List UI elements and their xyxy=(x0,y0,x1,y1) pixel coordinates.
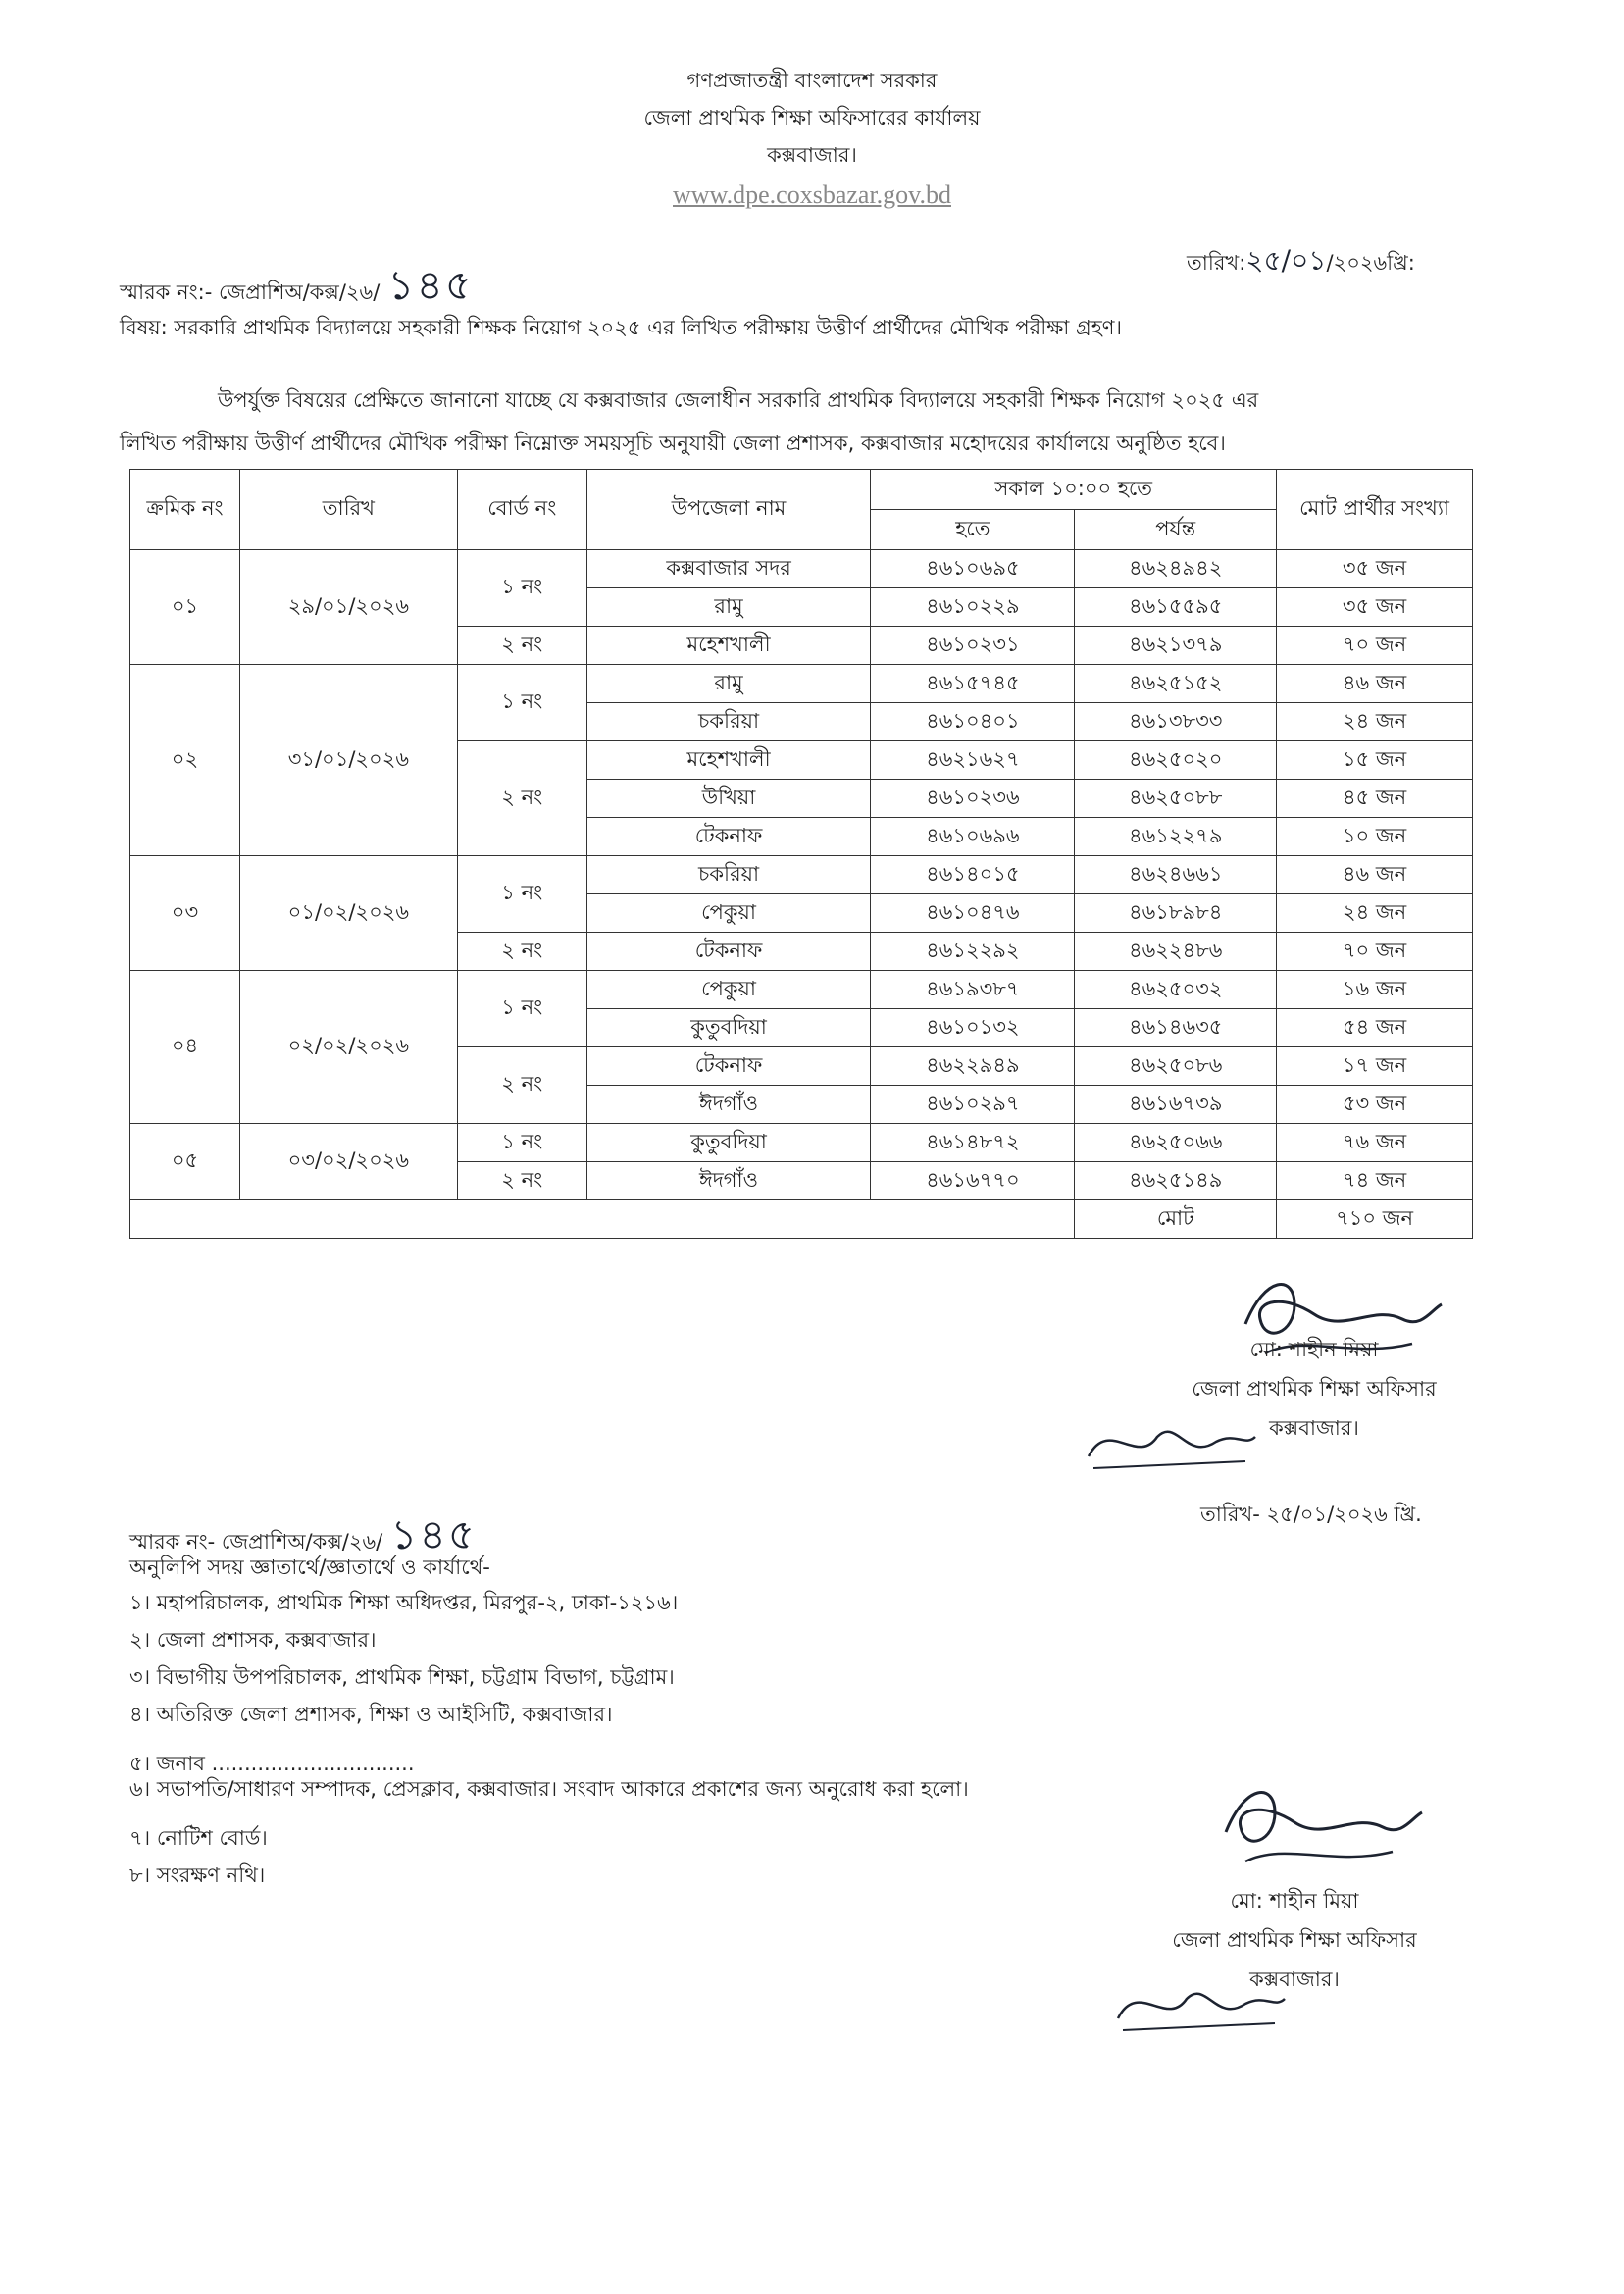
upazila-cell: রামু xyxy=(586,588,871,627)
date-suffix: /২০২৬খ্রি: xyxy=(1326,251,1415,275)
to-cell: ৪৬১৮৯৮৪ xyxy=(1075,894,1277,933)
copy-memo-label: স্মারক নং- জেপ্রাশিঅ/কক্স/২৬/ xyxy=(129,1530,383,1554)
to-cell: ৪৬২৪৯৪২ xyxy=(1075,550,1277,588)
table-row xyxy=(130,856,1473,894)
count-cell: ৪৬ জন xyxy=(1277,665,1473,703)
count-cell: ৩৫ জন xyxy=(1277,550,1473,588)
copy-item-3: ৩। বিভাগীয় উপপরিচালক, প্রাথমিক শিক্ষা, চট্টগ্রাম বিভাগ, চট্টগ্রাম। xyxy=(129,1665,675,1689)
from-cell: ৪৬১২২৯২ xyxy=(871,933,1075,971)
upazila-cell: কক্সবাজার সদর xyxy=(586,550,871,588)
copy-item-7: ৭। নোটিশ বোর্ড। xyxy=(129,1826,268,1850)
signatory-name: মো: শাহীন মিয়া xyxy=(1249,1338,1379,1361)
board-cell: ১ নং xyxy=(457,665,586,741)
count-cell: ৫৩ জন xyxy=(1277,1086,1473,1124)
date-handwritten: ২৫/০১ xyxy=(1245,244,1327,277)
count-cell: ৭০ জন xyxy=(1277,627,1473,665)
signatory-title: জেলা প্রাথমিক শিক্ষা অফিসার xyxy=(1192,1377,1437,1401)
upazila-cell: পেকুয়া xyxy=(586,971,871,1009)
board-cell: ১ নং xyxy=(457,971,586,1047)
board-cell: ১ নং xyxy=(457,1124,586,1162)
serial-cell: ০৫ xyxy=(130,1124,240,1200)
to-cell: ৪৬১২২৭৯ xyxy=(1075,818,1277,856)
to-cell: ৪৬২৫০৮৬ xyxy=(1075,1047,1277,1086)
count-cell: ৫৪ জন xyxy=(1277,1009,1473,1047)
header-from: হতে xyxy=(871,510,1075,550)
to-cell: ৪৬২৫০৮৮ xyxy=(1075,780,1277,818)
from-cell: ৪৬১০২২৯ xyxy=(871,588,1075,627)
date-cell: ৩১/০১/২০২৬ xyxy=(239,665,457,856)
upazila-cell: ঈদগাঁও xyxy=(586,1162,871,1200)
board-cell: ২ নং xyxy=(457,1162,586,1200)
upazila-cell: কুতুবদিয়া xyxy=(586,1124,871,1162)
table-row xyxy=(130,971,1473,1009)
from-cell: ৪৬১০৪০১ xyxy=(871,703,1075,741)
count-cell: ৭০ জন xyxy=(1277,933,1473,971)
total-row xyxy=(130,1200,1473,1239)
from-cell: ৪৬১০৬৯৬ xyxy=(871,818,1075,856)
to-cell: ৪৬২২৪৮৬ xyxy=(1075,933,1277,971)
count-cell: ৪৫ জন xyxy=(1277,780,1473,818)
count-cell: ৭৬ জন xyxy=(1277,1124,1473,1162)
memo-number-handwritten: ১৪৫ xyxy=(387,261,475,309)
from-cell: ৪৬১৬৭৭০ xyxy=(871,1162,1075,1200)
copy-date: তারিখ- ২৫/০১/২০২৬ খ্রি. xyxy=(1200,1503,1422,1526)
header-board: বোর্ড নং xyxy=(457,470,586,550)
to-cell: ৪৬১৫৫৯৫ xyxy=(1075,588,1277,627)
website-link[interactable]: www.dpe.coxsbazar.gov.bd xyxy=(673,180,951,209)
from-cell: ৪৬২২৯৪৯ xyxy=(871,1047,1075,1086)
upazila-cell: মহেশখালী xyxy=(586,741,871,780)
to-cell: ৪৬১৬৭৩৯ xyxy=(1075,1086,1277,1124)
from-cell: ৪৬১০৪৭৬ xyxy=(871,894,1075,933)
date-cell: ০১/০২/২০২৬ xyxy=(239,856,457,971)
signatory-name-2: মো: শাহীন মিয়া xyxy=(1230,1889,1359,1912)
header-time: সকাল ১০:০০ হতে xyxy=(871,470,1277,510)
count-cell: ১৬ জন xyxy=(1277,971,1473,1009)
upazila-cell: টেকনাফ xyxy=(586,818,871,856)
board-cell: ১ নং xyxy=(457,856,586,933)
from-cell: ৪৬২১৬২৭ xyxy=(871,741,1075,780)
from-cell: ৪৬১৪০১৫ xyxy=(871,856,1075,894)
board-cell: ২ নং xyxy=(457,627,586,665)
memo-date-line xyxy=(1187,239,1415,285)
board-cell: ২ নং xyxy=(457,1047,586,1124)
copy-item-5: ৫। জনাব ............................... xyxy=(129,1752,415,1775)
initial-scribble xyxy=(1079,1407,1265,1476)
date-label: তারিখ: xyxy=(1187,251,1246,275)
count-cell: ৭৪ জন xyxy=(1277,1162,1473,1200)
copy-item-6: ৬। সভাপতি/সাধারণ সম্পাদক, প্রেসক্লাব, কক্সবাজার। সংবাদ আকারে প্রকাশের জন্য অনুরোধ করা হলো। xyxy=(129,1777,969,1801)
table-row xyxy=(130,550,1473,588)
from-cell: ৪৬১০২৯৭ xyxy=(871,1086,1075,1124)
from-cell: ৪৬১০১৩২ xyxy=(871,1009,1075,1047)
to-cell: ৪৬২৫১৫২ xyxy=(1075,665,1277,703)
upazila-cell: চকরিয়া xyxy=(586,703,871,741)
government-name: গণপ্রজাতন্ত্রী বাংলাদেশ সরকার xyxy=(686,69,938,92)
to-cell: ৪৬২১৩৭৯ xyxy=(1075,627,1277,665)
body-line-1: উপর্যুক্ত বিষয়ের প্রেক্ষিতে জানানো যাচ্ছে যে কক্সবাজার জেলাধীন সরকারি প্রাথমিক বিদ্যালয়ে সহকারী শিক্ষক নিয়োগ ২০২৫ এর xyxy=(218,388,1259,412)
subject-line: বিষয়: সরকারি প্রাথমিক বিদ্যালয়ে সহকারী শিক্ষক নিয়োগ ২০২৫ এর লিখিত পরীক্ষায় উত্তীর্ণ প্রার্থীদের মৌখিক পরীক্ষা গ্রহণ। xyxy=(120,316,1122,339)
from-cell: ৪৬১৫৭৪৫ xyxy=(871,665,1075,703)
date-cell: ০২/০২/২০২৬ xyxy=(239,971,457,1124)
copy-item-2: ২। জেলা প্রশাসক, কক্সবাজার। xyxy=(129,1628,377,1652)
copy-item-4: ৪। অতিরিক্ত জেলা প্রশাসক, শিক্ষা ও আইসিটি, কক্সবাজার। xyxy=(129,1703,613,1726)
count-cell: ২৪ জন xyxy=(1277,894,1473,933)
upazila-cell: উখিয়া xyxy=(586,780,871,818)
header-to: পর্যন্ত xyxy=(1075,510,1277,550)
upazila-cell: মহেশখালী xyxy=(586,627,871,665)
office-name: জেলা প্রাথমিক শিক্ষা অফিসারের কার্যালয় xyxy=(643,106,981,129)
header-total: মোট প্রার্থীর সংখ্যা xyxy=(1277,470,1473,550)
upazila-cell: রামু xyxy=(586,665,871,703)
count-cell: ১০ জন xyxy=(1277,818,1473,856)
total-spacer xyxy=(130,1200,1075,1239)
total-value: ৭১০ জন xyxy=(1277,1200,1473,1239)
upazila-cell: পেকুয়া xyxy=(586,894,871,933)
body-line-2: লিখিত পরীক্ষায় উত্তীর্ণ প্রার্থীদের মৌখিক পরীক্ষা নিম্নোক্ত সময়সূচি অনুযায়ী জেলা প্রশাসক, কক্সবাজার মহোদয়ের কার্যালয়ে অনুষ্ঠিত হবে। xyxy=(120,432,1226,455)
to-cell: ৪৬১৩৮৩৩ xyxy=(1075,703,1277,741)
date-cell: ০৩/০২/২০২৬ xyxy=(239,1124,457,1200)
upazila-cell: টেকনাফ xyxy=(586,1047,871,1086)
to-cell: ৪৬১৪৬৩৫ xyxy=(1075,1009,1277,1047)
count-cell: ৪৬ জন xyxy=(1277,856,1473,894)
from-cell: ৪৬১০৬৯৫ xyxy=(871,550,1075,588)
upazila-cell: টেকনাফ xyxy=(586,933,871,971)
count-cell: ২৪ জন xyxy=(1277,703,1473,741)
upazila-cell: চকরিয়া xyxy=(586,856,871,894)
board-cell: ১ নং xyxy=(457,550,586,627)
signatory-place: কক্সবাজার। xyxy=(1269,1416,1359,1440)
copy-memo-number-handwritten: ১৪৫ xyxy=(390,1510,477,1558)
table-row xyxy=(130,1124,1473,1162)
serial-cell: ০৪ xyxy=(130,971,240,1124)
from-cell: ৪৬১০২৩৬ xyxy=(871,780,1075,818)
table-row xyxy=(130,665,1473,703)
from-cell: ৪৬১৪৮৭২ xyxy=(871,1124,1075,1162)
total-label: মোট xyxy=(1075,1200,1277,1239)
serial-cell: ০৩ xyxy=(130,856,240,971)
copy-item-1: ১। মহাপরিচালক, প্রাথমিক শিক্ষা অধিদপ্তর, মিরপুর-২, ঢাকা-১২১৬। xyxy=(129,1591,679,1614)
from-cell: ৪৬১৯৩৮৭ xyxy=(871,971,1075,1009)
from-cell: ৪৬১০২৩১ xyxy=(871,627,1075,665)
copy-intro: অনুলিপি সদয় জ্ঞাতার্থে/জ্ঞাতার্থে ও কার্যার্থে- xyxy=(129,1555,490,1579)
count-cell: ৩৫ জন xyxy=(1277,588,1473,627)
date-cell: ২৯/০১/২০২৬ xyxy=(239,550,457,665)
to-cell: ৪৬২৫০৩২ xyxy=(1075,971,1277,1009)
copy-item-8: ৮। সংরক্ষণ নথি। xyxy=(129,1863,266,1887)
signature-scribble xyxy=(1206,1773,1432,1881)
board-cell: ২ নং xyxy=(457,933,586,971)
header-upazila: উপজেলা নাম xyxy=(586,470,871,550)
signatory-place-2: কক্সবাজার। xyxy=(1249,1967,1340,1991)
to-cell: ৪৬২৫০২০ xyxy=(1075,741,1277,780)
to-cell: ৪৬২৪৬৬১ xyxy=(1075,856,1277,894)
memo-label: স্মারক নং:- জেপ্রাশিঅ/কক্স/২৬/ xyxy=(120,280,381,304)
count-cell: ১৭ জন xyxy=(1277,1047,1473,1086)
to-cell: ৪৬২৫১৪৯ xyxy=(1075,1162,1277,1200)
board-cell: ২ নং xyxy=(457,741,586,856)
count-cell: ১৫ জন xyxy=(1277,741,1473,780)
schedule-table xyxy=(129,469,1473,1239)
signatory-title-2: জেলা প্রাথমিক শিক্ষা অফিসার xyxy=(1172,1928,1417,1952)
office-location: কক্সবাজার। xyxy=(767,143,857,167)
upazila-cell: ঈদগাঁও xyxy=(586,1086,871,1124)
initial-scribble xyxy=(1108,1969,1294,2038)
upazila-cell: কুতুবদিয়া xyxy=(586,1009,871,1047)
serial-cell: ০২ xyxy=(130,665,240,856)
serial-cell: ০১ xyxy=(130,550,240,665)
header-serial: ক্রমিক নং xyxy=(130,470,240,550)
to-cell: ৪৬২৫০৬৬ xyxy=(1075,1124,1277,1162)
header-date: তারিখ xyxy=(239,470,457,550)
